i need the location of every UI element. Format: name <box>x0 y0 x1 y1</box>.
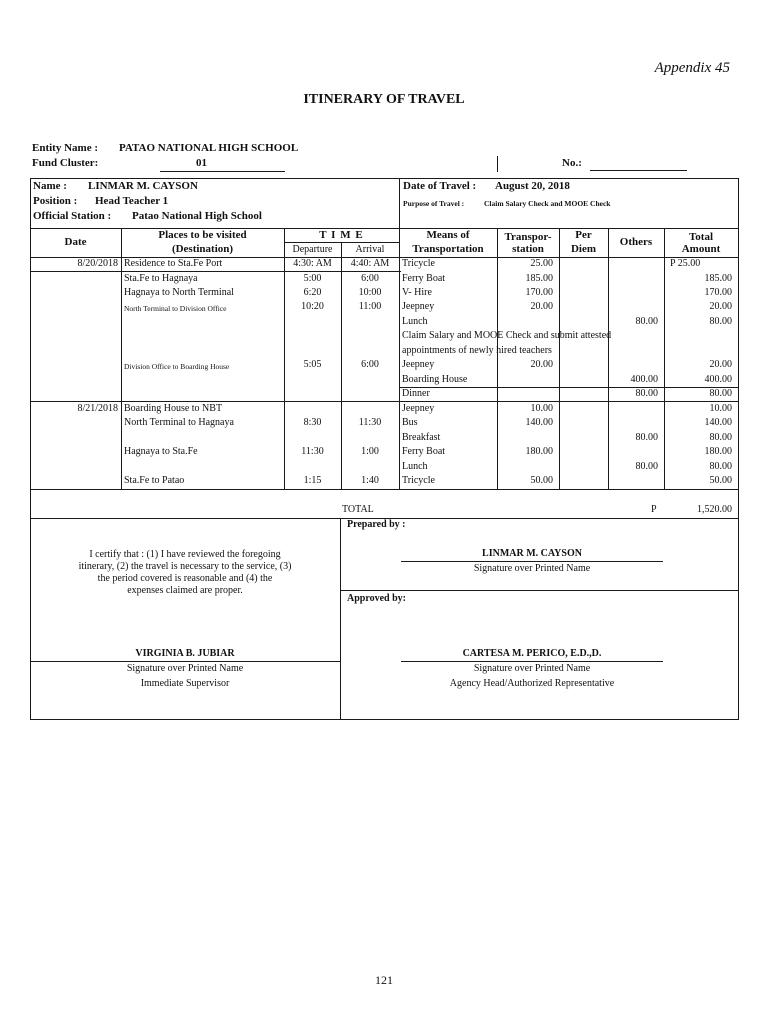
row-transpo-cell: 180.00 <box>525 446 553 457</box>
row-total-cell: 80.00 <box>709 461 732 472</box>
fund-cluster-value: 01 <box>196 157 207 169</box>
row-transpo-cell: 170.00 <box>525 287 553 298</box>
row-means-cell: Tricycle <box>402 258 435 269</box>
row-dep-cell: 5:05 <box>303 359 322 370</box>
row-means-cell: Boarding House <box>402 374 468 385</box>
row-transpo-cell: 20.00 <box>530 301 553 312</box>
position-value: Head Teacher 1 <box>95 195 169 207</box>
row-total-cell: 10.00 <box>709 403 732 414</box>
certify-line-1: I certify that : (1) I have reviewed the foregoing <box>89 549 281 560</box>
prepared-approved-divider <box>340 590 739 591</box>
row-total-cell: P 25.00 <box>670 258 701 269</box>
row-place-cell: Division Office to Boarding House <box>124 362 230 371</box>
row-date-cell: 8/21/2018 <box>77 403 118 414</box>
row-transpo-cell: 25.00 <box>530 258 553 269</box>
row-transpo-cell: 20.00 <box>530 359 553 370</box>
header-divider <box>497 156 498 172</box>
row-line <box>30 489 739 490</box>
header-places: Places to be visited <box>158 229 247 241</box>
row-dep-cell: 6:20 <box>303 287 322 298</box>
header-time: T I M E <box>319 229 364 241</box>
row-total-cell: 400.00 <box>704 374 732 385</box>
row-means-cell: Dinner <box>402 388 430 399</box>
row-means-cell: Lunch <box>402 461 428 472</box>
row-means-cell: Breakfast <box>402 432 441 443</box>
row-total-cell: 185.00 <box>704 273 732 284</box>
row-means-cell: Lunch <box>402 316 428 327</box>
prepared-by-signature-caption: Signature over Printed Name <box>473 563 591 574</box>
approved-by-role: Agency Head/Authorized Representative <box>449 678 615 689</box>
header-means: Means of <box>426 229 470 241</box>
row-dep-cell: 1:15 <box>303 475 322 486</box>
header-transportation: Transportation <box>412 243 484 255</box>
box-bottom-border <box>30 719 739 720</box>
header-amount: Amount <box>681 243 721 255</box>
row-dep-cell: 8:30 <box>303 417 322 428</box>
name-value: LINMAR M. CAYSON <box>88 180 198 192</box>
fund-cluster-label: Fund Cluster: <box>32 157 99 169</box>
row-arr-cell: 6:00 <box>361 273 379 284</box>
station-value: Patao National High School <box>132 210 262 222</box>
header-transpo: Transpor- <box>504 231 552 243</box>
certify-line-3: the period covered is reasonable and (4) the <box>97 573 273 584</box>
row-place-cell: Hagnaya to North Terminal <box>124 287 234 298</box>
fund-cluster-underline <box>160 171 285 172</box>
prepared-by-signature-line <box>401 561 663 562</box>
signature-divider <box>340 518 341 720</box>
number-underline <box>590 170 687 171</box>
row-dep-cell: 10:20 <box>301 301 324 312</box>
certify-line-2: itinerary, (2) the travel is necessary to the service, (3) <box>78 561 292 572</box>
row-place-cell: Hagnaya to Sta.Fe <box>124 446 198 457</box>
row-place-cell: Residence to Sta.Fe Port <box>124 258 223 269</box>
header-date: Date <box>64 236 87 248</box>
row-arr-cell: 11:00 <box>358 301 382 312</box>
box-right-border <box>738 178 739 720</box>
page-number: 121 <box>375 973 393 987</box>
row-arr-cell: 10:00 <box>358 287 382 298</box>
row-line <box>30 271 401 272</box>
supervisor-signature-caption: Signature over Printed Name <box>126 663 244 674</box>
number-label: No.: <box>562 157 582 169</box>
row-means-cell: Jeepney <box>402 359 435 370</box>
date-of-travel-value: August 20, 2018 <box>495 180 570 192</box>
row-arr-cell: 11:30 <box>358 417 382 428</box>
header-station: station <box>512 243 544 255</box>
row-total-cell: 20.00 <box>709 359 732 370</box>
info-divider <box>399 178 400 228</box>
row-means-cell: Jeepney <box>402 301 435 312</box>
row-place-cell: North Terminal to Hagnaya <box>124 417 234 428</box>
row-transpo-cell: 140.00 <box>525 417 553 428</box>
approved-by-name: CARTESA M. PERICO, E.D.,D. <box>462 648 602 659</box>
row-line <box>30 401 739 402</box>
date-of-travel-label: Date of Travel : <box>403 180 477 192</box>
row-transpo-cell: 10.00 <box>530 403 553 414</box>
row-means-cell: Jeepney <box>402 403 435 414</box>
row-others-cell: 80.00 <box>635 388 658 399</box>
prepared-by-name: LINMAR M. CAYSON <box>482 548 582 559</box>
certify-line-4: expenses claimed are proper. <box>127 585 243 596</box>
row-total-cell: 180.00 <box>704 446 732 457</box>
header-diem: Diem <box>570 243 597 255</box>
header-per: Per <box>575 229 592 241</box>
row-total-cell: 80.00 <box>709 432 732 443</box>
row-transpo-cell: 185.00 <box>525 273 553 284</box>
row-others-cell: 80.00 <box>635 461 658 472</box>
header-arrival: Arrival <box>355 244 385 255</box>
row-transpo-cell: 50.00 <box>530 475 553 486</box>
header-destination: (Destination) <box>171 243 234 255</box>
approved-by-signature-line <box>401 661 663 662</box>
appendix-label: Appendix 45 <box>654 60 730 76</box>
approved-by-signature-caption: Signature over Printed Name <box>473 663 591 674</box>
row-others-cell: 400.00 <box>630 374 658 385</box>
document-title: ITINERARY OF TRAVEL <box>303 92 465 107</box>
approved-by-label: Approved by: <box>347 593 406 604</box>
row-total-cell: 140.00 <box>704 417 732 428</box>
supervisor-role: Immediate Supervisor <box>140 678 230 689</box>
row-date-cell: 8/20/2018 <box>77 258 118 269</box>
row-total-cell: 20.00 <box>709 301 732 312</box>
row-others-cell: 80.00 <box>635 316 658 327</box>
purpose-label: Purpose of Travel : <box>403 199 465 208</box>
box-top-border <box>30 178 739 179</box>
row-means-cell: appointments of newly hired teachers <box>402 345 552 356</box>
header-others: Others <box>619 236 653 248</box>
header-departure: Departure <box>292 244 333 255</box>
position-label: Position : <box>33 195 78 207</box>
row-means-cell: V- Hire <box>402 287 432 298</box>
row-total-cell: 170.00 <box>704 287 732 298</box>
name-label: Name : <box>33 180 67 192</box>
row-arr-cell: 1:00 <box>361 446 379 457</box>
row-dep-cell: 5:00 <box>303 273 322 284</box>
supervisor-name: VIRGINIA B. JUBIAR <box>135 648 235 659</box>
prepared-by-label: Prepared by : <box>347 519 406 530</box>
row-arr-cell: 1:40 <box>361 475 379 486</box>
supervisor-name-line <box>30 661 340 662</box>
row-place-cell: Boarding House to NBT <box>124 403 223 414</box>
row-means-cell: Ferry Boat <box>402 273 446 284</box>
row-arr-cell: 4:40: AM <box>350 258 390 269</box>
row-place-cell: Sta.Fe to Patao <box>124 475 185 486</box>
total-amount: 1,520.00 <box>697 504 732 515</box>
row-total-cell: 50.00 <box>709 475 732 486</box>
row-place-cell: North Terminal to Division Office <box>124 304 227 313</box>
col-line-date <box>121 228 122 490</box>
row-dep-cell: 4:30: AM <box>293 258 332 269</box>
row-place-cell: Sta.Fe to Hagnaya <box>124 273 198 284</box>
row-means-cell: Tricycle <box>402 475 435 486</box>
station-label: Official Station : <box>33 210 112 222</box>
header-total: Total <box>688 231 714 243</box>
row-means-cell: Claim Salary and MOOE Check and submit attested <box>402 330 612 341</box>
total-label: TOTAL <box>342 504 374 515</box>
box-left-border <box>30 178 31 720</box>
row-others-cell: 80.00 <box>635 432 658 443</box>
purpose-value: Claim Salary Check and MOOE Check <box>484 199 611 208</box>
entity-value: PATAO NATIONAL HIGH SCHOOL <box>119 142 299 154</box>
row-total-cell: 80.00 <box>709 316 732 327</box>
row-means-cell: Ferry Boat <box>402 446 446 457</box>
row-dep-cell: 11:30 <box>301 446 324 457</box>
col-line-arrival <box>399 228 400 490</box>
row-arr-cell: 6:00 <box>361 359 379 370</box>
row-total-cell: 80.00 <box>709 388 732 399</box>
row-means-cell: Bus <box>402 417 418 428</box>
entity-label: Entity Name : <box>32 142 98 154</box>
total-currency: P <box>651 504 657 515</box>
